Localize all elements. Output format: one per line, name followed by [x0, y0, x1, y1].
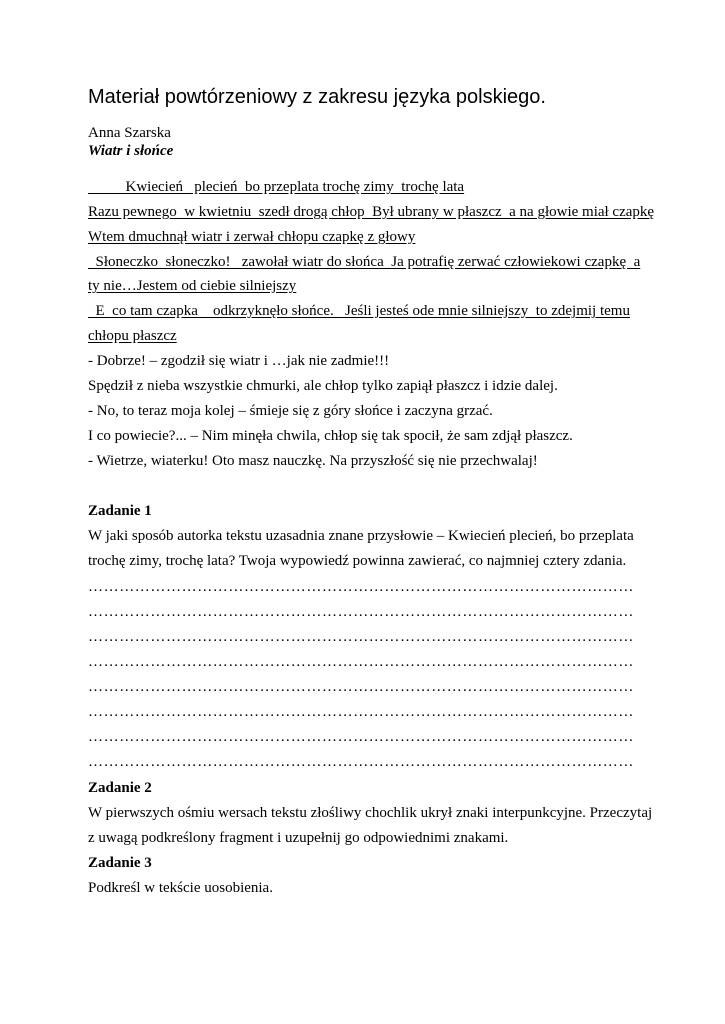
task2-heading: Zadanie 2 — [88, 780, 152, 796]
task2-text: W pierwszych ośmiu wersach tekstu złośliwy chochlik ukrył znaki interpunkcyjne. Przeczytaj — [88, 805, 653, 821]
task1-heading: Zadanie 1 — [88, 503, 152, 519]
text-line: - Dobrze! – zgodził się wiatr i …jak nie zadmie!!! — [88, 353, 390, 369]
answer-line: …………………………………………………………………………………………… — [88, 579, 634, 595]
answer-line: …………………………………………………………………………………………… — [88, 629, 634, 645]
text-title: Wiatr i słońce — [88, 143, 174, 159]
answer-line: …………………………………………………………………………………………… — [88, 704, 634, 720]
underlined-line: Kwiecień plecień bo przeplata trochę zimy trochę lata — [88, 179, 465, 195]
task3-heading: Zadanie 3 — [88, 855, 152, 871]
task2-text: z uwagą podkreślony fragment i uzupełnij go odpowiednimi znakami. — [88, 830, 509, 846]
underlined-line: Słoneczko słoneczko! zawołał wiatr do słońca Ja potrafię zerwać człowiekowi czapkę a — [88, 254, 641, 270]
text-line: Spędził z nieba wszystkie chmurki, ale chłop tylko zapiął płaszcz i idzie dalej. — [88, 378, 558, 394]
answer-line: …………………………………………………………………………………………… — [88, 729, 634, 745]
text-line: - No, to teraz moja kolej – śmieje się z góry słońce i zaczyna grzać. — [88, 403, 493, 419]
underlined-line: Wtem dmuchnął wiatr i zerwał chłopu czapkę z głowy — [88, 229, 416, 245]
answer-line: …………………………………………………………………………………………… — [88, 679, 634, 695]
author-name: Anna Szarska — [88, 125, 171, 141]
underlined-line: Razu pewnego w kwietniu szedł drogą chłop Był ubrany w płaszcz a na głowie miał czapkę — [88, 204, 655, 220]
task3-text: Podkreśl w tekście uosobienia. — [88, 880, 273, 896]
document-title: Materiał powtórzeniowy z zakresu języka polskiego. — [88, 86, 546, 108]
text-line: I co powiecie?... – Nim minęła chwila, chłop się tak spocił, że sam zdjął płaszcz. — [88, 428, 573, 444]
text-line: - Wietrze, wiaterku! Oto masz nauczkę. Na przyszłość się nie przechwalaj! — [88, 453, 538, 469]
underlined-line: E co tam czapka odkrzyknęło słońce. Jeśli jesteś ode mnie silniejszy to zdejmij temu — [88, 303, 630, 319]
task1-text: trochę zimy, trochę lata? Twoja wypowiedź powinna zawierać, co najmniej cztery zdania. — [88, 553, 627, 569]
answer-line: …………………………………………………………………………………………… — [88, 604, 634, 620]
answer-line: …………………………………………………………………………………………… — [88, 754, 634, 770]
task1-text: W jaki sposób autorka tekstu uzasadnia znane przysłowie – Kwiecień plecień, bo przeplata — [88, 528, 634, 544]
underlined-line: ty nie…Jestem od ciebie silniejszy — [88, 278, 297, 294]
answer-line: …………………………………………………………………………………………… — [88, 654, 634, 670]
underlined-line: chłopu płaszcz — [88, 328, 177, 344]
